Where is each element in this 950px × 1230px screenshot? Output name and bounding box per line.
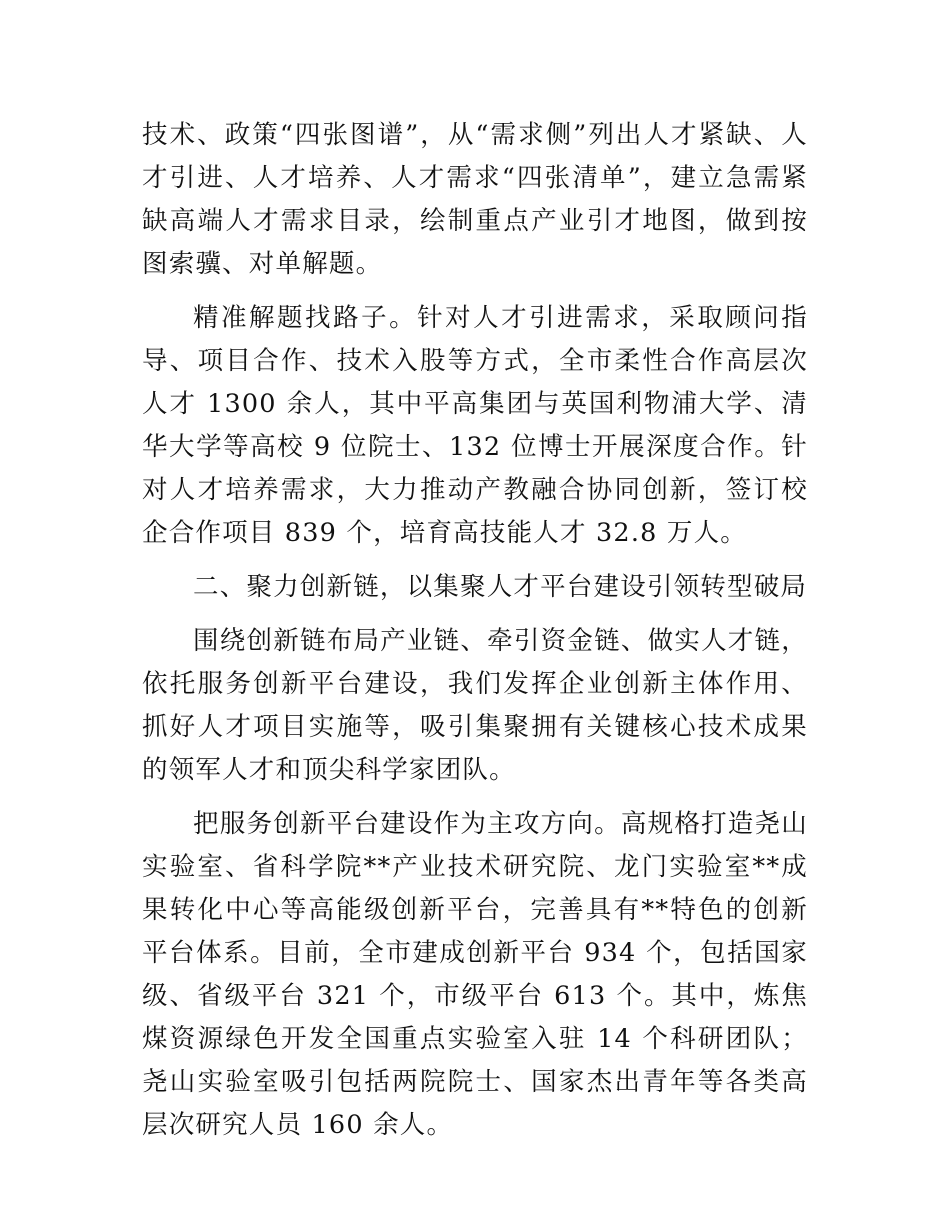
paragraph-innovation-platform: 把服务创新平台建设作为主攻方向。高规格打造尧山实验室、省科学院**产业技术研究院、龙门实验室**成果转化中心等高能级创新平台，完善具有**特色的创新平台体系。目前，全市建成创新平台 934 个，包括国家级、省级平台 321 个，市级平台 613 个。其中，炼焦煤资源绿色开发全国重点实验室入驻 14 个科研团队；尧山实验室吸引包括两院院士、国家杰出青年等各类高层次研究人员 160 余人。	[142, 809, 808, 1140]
paragraph-continuation: 技术、政策“四张图谱”，从“需求侧”列出人才紧缺、人才引进、人才培养、人才需求“四张清单”，建立急需紧缺高端人才需求目录，绘制重点产业引才地图，做到按图索骥、对单解题。	[142, 120, 808, 279]
paragraph-precise-solution: 精准解题找路子。针对人才引进需求，采取顾问指导、项目合作、技术入股等方式，全市柔性合作高层次人才 1300 余人，其中平高集团与英国利物浦大学、清华大学等高校 9 位院士、132 位博士开展深度合作。针对人才培养需求，大力推动产教融合协同创新，签订校企合作项目 839 个，培育高技能人才 32.8 万人。	[142, 303, 808, 548]
document-body	[142, 114, 808, 1158]
section-heading-innovation-chain: 二、聚力创新链，以集聚人才平台建设引领转型破局	[193, 572, 808, 602]
paragraph-innovation-chain-intro: 围绕创新链布局产业链、牵引资金链、做实人才链，依托服务创新平台建设，我们发挥企业创新主体作用、抓好人才项目实施等，吸引集聚拥有关键核心技术成果的领军人才和顶尖科学家团队。	[142, 626, 808, 785]
